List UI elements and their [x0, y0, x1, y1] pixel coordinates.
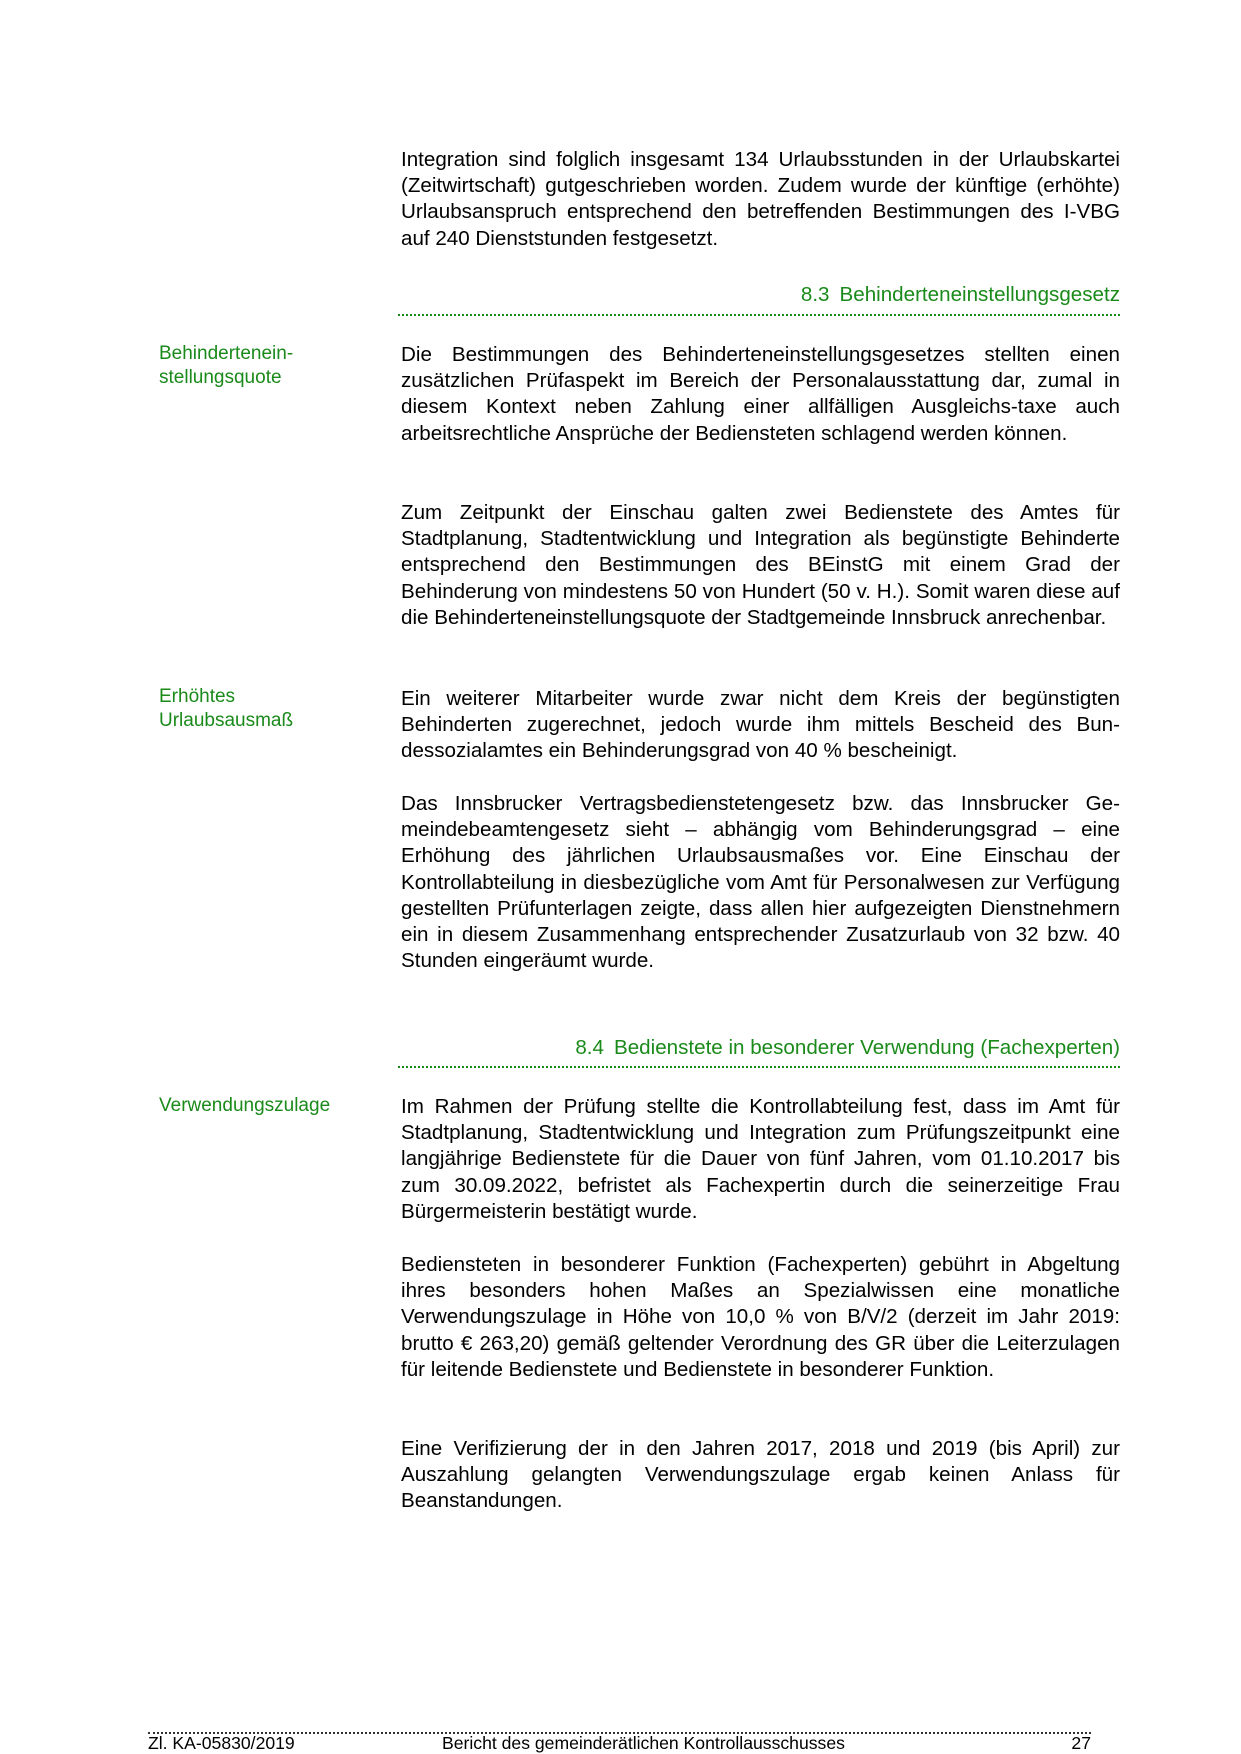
footer-page-number: 27	[1071, 1733, 1091, 1753]
margin-note-line: Erhöhtes	[159, 686, 236, 707]
paragraph-verifizierung: Eine Verifizierung der in den Jahren 2017, 2018 und 2019 (bis April) zur Auszahlung gelangten Verwendungszulage ergab keinen Anlass für Beanstandungen.	[401, 1437, 1120, 1513]
paragraph-vertragsbedienstetengesetz: Das Innsbrucker Vertragsbedienstetengesetz bzw. das Innsbrucker Gemeindebeamtengesetz sieht – abhängig vom Behinderungsgrad – eine Erhöhung des jährlichen Urlaubsausmaßes vor. Eine Einschau der Kontrollabteilung in diesbezügliche vom Amt für Personalwesen zur Verfügung gestellten Prüfunterlagen zeigte, dass allen hier aufgezeigten Dienstnehmern ein in diesem Zusammenhang entsprechender Zusatzurlaub von 32 bzw. 40 Stunden eingeräumt wurde.	[401, 792, 1120, 973]
section-heading-8-3	[401, 282, 1120, 308]
margin-note-line: stellungsquote	[159, 366, 282, 388]
section-title: Bedienstete in besonderer Verwendung (Fachexperten)	[613, 1036, 1120, 1059]
margin-note-quote	[159, 342, 379, 389]
paragraph-pruefung-fachexpertin: Im Rahmen der Prüfung stellte die Kontrollabteilung fest, dass im Amt für Stadtplanung, Stadtentwicklung und Integration zum Prüfungszeitpunkt eine langjährige Bedienstete für die Dauer von fünf Jahren, vom 01.10.2017 bis zum 30.09.2022, befristet als Fachexpertin durch die seinerzeitige Frau Bürgermeisterin bestätigt wurde.	[401, 1095, 1120, 1223]
section-number: 8.4	[575, 1036, 604, 1059]
section-divider	[398, 314, 1120, 316]
section-number: 8.3	[800, 283, 830, 306]
paragraph-weiterer-mitarbeiter: Ein weiterer Mitarbeiter wurde zwar nicht dem Kreis der begünstigten Behinderten zugerechnet, jedoch wurde ihm mittels Bescheid des Bundessozialamtes ein Behinderungsgrad von 40 % bescheinigt.	[401, 687, 1120, 763]
section-divider	[398, 1066, 1120, 1068]
margin-note-line: Behindertenein-	[159, 343, 294, 364]
page-footer	[0, 1735, 1241, 1754]
margin-note-verwendungszulage: Verwendungszulage	[159, 1095, 331, 1116]
footer-report-title: Bericht des gemeinderätlichen Kontrollausschusses	[442, 1733, 845, 1753]
margin-note-urlaub	[159, 685, 379, 732]
section-title: Behinderteneinstellungsgesetz	[839, 283, 1120, 306]
footer-reference: Zl. KA-05830/2019	[148, 1733, 295, 1753]
paragraph-besondere-funktion: Bediensteten in besonderer Funktion (Fachexperten) gebührt in Abgeltung ihres besonders hohen Maßes an Spezialwissen eine monatliche Verwendungszulage in Höhe von 10,0 % von B/V/2 (derzeit im Jahr 2019: brutto € 263,20) gemäß geltender Verordnung des GR über die Leiterzulagen für leitende Bedienstete und Bedienstete in besonderer Funktion.	[401, 1253, 1120, 1381]
margin-note-line: Urlaubsausmaß	[159, 709, 294, 731]
paragraph-beinstg-intro: Die Bestimmungen des Behinderteneinstellungsgesetzes stellten einen zusätzlichen Prüfaspekt im Bereich der Personalausstattung dar, zumal in diesem Kontext neben Zahlung einer allfälligen Ausgleichs-taxe auch arbeitsrechtliche Ansprüche der Bediensteten schlagend werden können.	[401, 343, 1120, 445]
section-heading-8-4	[401, 1035, 1120, 1061]
paragraph-urlaub-continuation: Integration sind folglich insgesamt 134 Urlaubsstunden in der Urlaubskartei (Zeitwirtschaft) gutgeschrieben worden. Zudem wurde der künftige (erhöhte) Urlaubsanspruch entsprechend den betreffenden Bestimmungen des I-VBG auf 240 Dienststunden festgesetzt.	[401, 148, 1120, 250]
paragraph-einschau-bedienstete: Zum Zeitpunkt der Einschau galten zwei Bedienstete des Amtes für Stadtplanung, Stadtentwicklung und Integration als begünstigte Behinderte entsprechend den Bestimmungen des BEinstG mit einem Grad der Behinderung von mindestens 50 von Hundert (50 v. H.). Somit waren diese auf die Behinderteneinstellungsquote der Stadtgemeinde Innsbruck anrechenbar.	[401, 501, 1120, 629]
